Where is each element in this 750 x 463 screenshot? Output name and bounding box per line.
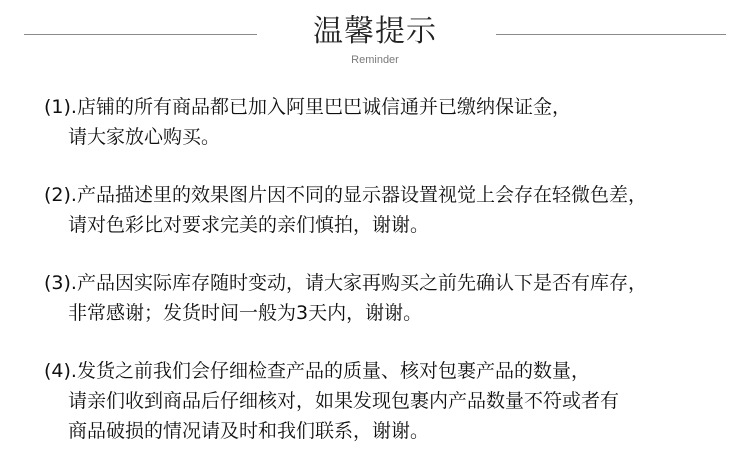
- reminder-header: [0, 0, 750, 80]
- note-3-text-2: 非常感谢；发货时间一般为3天内，谢谢。: [68, 302, 423, 324]
- right-divider-line: [496, 34, 726, 35]
- note-4-text-2: 请亲们收到商品后仔细核对，如果发现包裹内产品数量不符或者有: [68, 390, 620, 412]
- note-4: [44, 356, 734, 446]
- page-subtitle: Reminder: [351, 54, 399, 66]
- note-1: [44, 92, 734, 152]
- note-1-text-1: 店铺的所有商品都已加入阿里巴巴诚信通并已缴纳保证金，: [76, 96, 571, 118]
- note-2-line-1: [44, 180, 734, 210]
- note-3: [44, 268, 734, 328]
- note-3-text-1: 产品因实际库存随时变动，请大家再购买之前先确认下是否有库存，: [76, 272, 647, 294]
- note-1-number: (1).: [44, 96, 77, 118]
- note-4-text-1: 发货之前我们会仔细检查产品的质量、核对包裹产品的数量，: [76, 360, 590, 382]
- page-title: 温馨提示: [313, 14, 437, 49]
- note-2: [44, 180, 734, 240]
- note-4-line-1: [44, 356, 734, 386]
- note-2-text-1: 产品描述里的效果图片因不同的显示器设置视觉上会存在轻微色差，: [76, 184, 647, 206]
- note-1-text-2: 请大家放心购买。: [68, 126, 221, 148]
- note-2-text-2: 请对色彩比对要求完美的亲们慎拍，谢谢。: [68, 214, 430, 236]
- note-2-number: (2).: [44, 184, 77, 206]
- note-3-number: (3).: [44, 272, 77, 294]
- note-3-line-1: [44, 268, 734, 298]
- note-1-line-1: [44, 92, 734, 122]
- note-4-number: (4).: [44, 360, 77, 382]
- note-4-text-3: 商品破损的情况请及时和我们联系，谢谢。: [68, 420, 430, 442]
